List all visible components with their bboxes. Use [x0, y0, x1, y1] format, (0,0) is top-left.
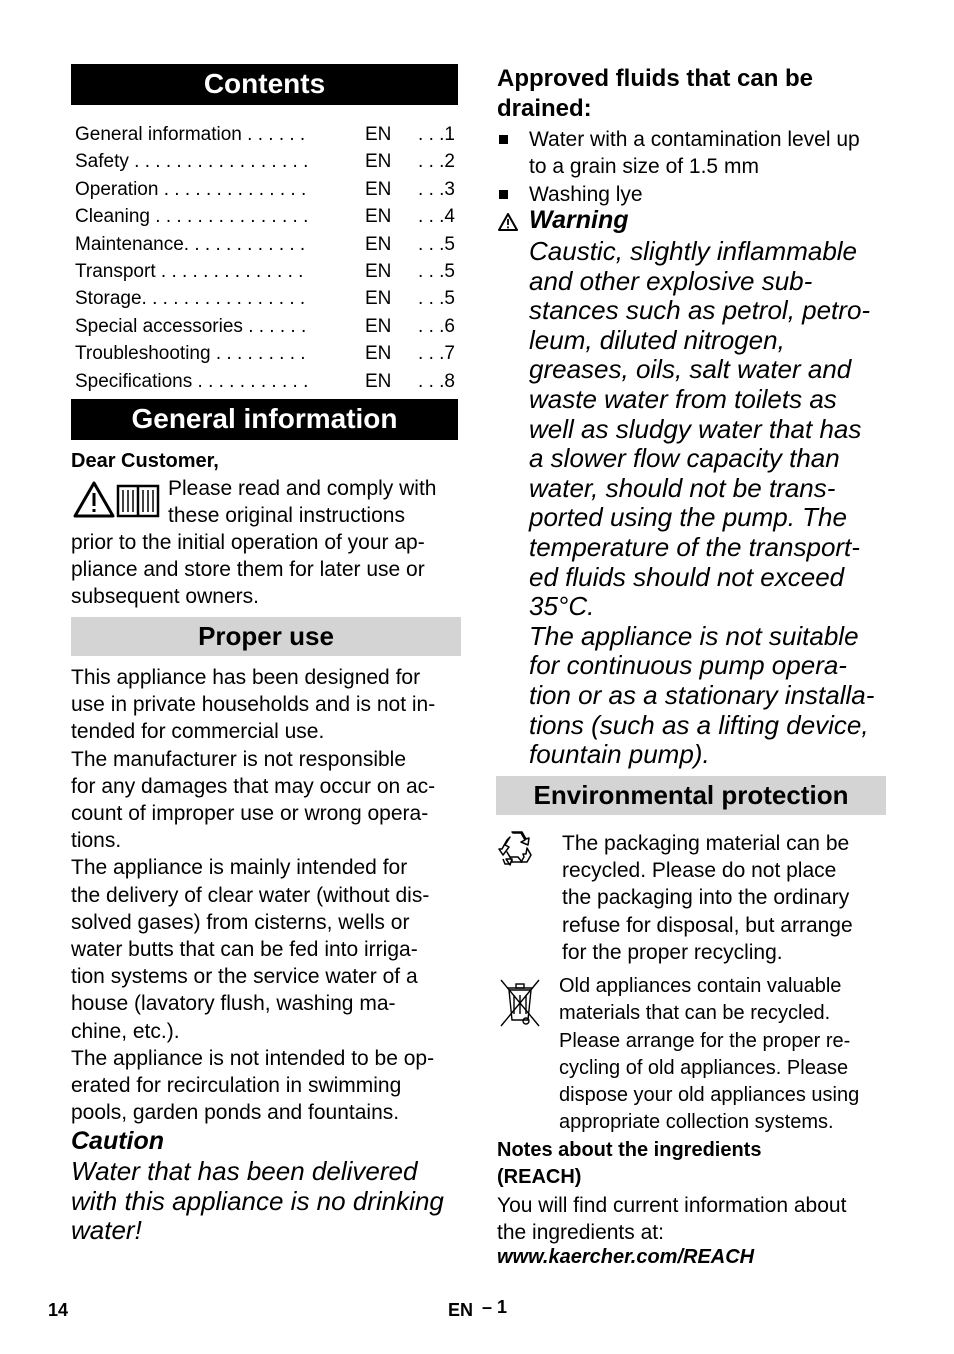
text-line: Caustic, slightly inflammable: [529, 236, 858, 266]
text-line: tion or as a stationary installa-: [529, 679, 875, 710]
toc-entry-page: . . .5: [418, 260, 455, 282]
text-line: and other explosive sub-: [529, 265, 813, 296]
proper-use-text: [71, 664, 463, 1126]
warning-text: [529, 237, 889, 770]
toc-entry-title: Specifications . . . . . . . . . . .: [75, 370, 309, 392]
text-line: cycling of old appliances. Please: [559, 1056, 849, 1079]
contents-heading: Contents: [71, 64, 458, 105]
general-information-heading: General information: [71, 399, 458, 440]
text-line: waste water from toilets as: [529, 383, 837, 414]
general-body-text: prior to the initial operation of your ap- pliance and store them for later use or subsequent owners.: [71, 531, 425, 609]
text-line: stances such as petrol, petro-: [529, 295, 871, 326]
text-line: for any damages that may occur on ac-: [71, 774, 436, 798]
toc-entry-title: Cleaning . . . . . . . . . . . . . . .: [75, 206, 309, 228]
toc-entry[interactable]: [75, 313, 455, 340]
text-line: pools, garden ponds and fountains.: [71, 1101, 400, 1125]
caution-label: Caution: [71, 1127, 165, 1155]
warning-triangle-icon: [497, 212, 519, 237]
toc-entry-page: . . .5: [418, 288, 455, 310]
toc-entry-title: Transport . . . . . . . . . . . . . .: [75, 260, 304, 282]
toc-entry[interactable]: [75, 340, 455, 367]
crossed-bin-icon: [497, 976, 543, 1035]
text-line: greases, oils, salt water and: [529, 354, 852, 385]
toc-entry-title: Special accessories . . . . . .: [75, 315, 307, 337]
reach-link[interactable]: www.kaercher.com/REACH: [497, 1246, 755, 1268]
text-line: recycled. Please do not place: [562, 859, 837, 883]
text-line: the packaging into the ordinary: [562, 886, 850, 910]
toc-entry-lang: EN: [365, 260, 392, 282]
toc-entry-lang: EN: [365, 151, 392, 173]
footer-lang-code: EN: [448, 1300, 474, 1320]
text-line: temperature of the transport-: [529, 531, 860, 562]
bullet-icon: [499, 190, 508, 199]
toc-entry-page: . . .5: [418, 233, 455, 255]
toc-entry-title: Storage. . . . . . . . . . . . . . . .: [75, 288, 306, 310]
toc-entry-page: . . .3: [418, 178, 455, 200]
toc-entry-page: . . .8: [418, 370, 455, 392]
toc-entry-page: . . .7: [418, 343, 455, 365]
toc-entry[interactable]: [75, 285, 455, 312]
text-line: well as sludgy water that has: [529, 413, 862, 444]
toc-entry-title: General information . . . . . .: [75, 124, 306, 145]
text-line: the delivery of clear water (without dis-: [71, 883, 430, 907]
text-line: erated for recirculation in swimming: [71, 1074, 402, 1098]
text-line: tions.: [71, 829, 122, 853]
text-line: The appliance is mainly intended for: [71, 856, 408, 880]
text-line: a slower flow capacity than: [529, 443, 840, 474]
packaging-text: [562, 830, 853, 966]
bullet-icon: [499, 135, 508, 144]
toc-entry[interactable]: [75, 258, 455, 285]
text-line: materials that can be recycled.: [559, 1002, 831, 1025]
toc-entry-page: . . .2: [418, 151, 455, 173]
dear-customer: Dear Customer,: [71, 450, 219, 472]
text-line: ed fluids should not exceed: [529, 561, 845, 592]
toc-entry-title: Maintenance. . . . . . . . . . . .: [75, 233, 306, 255]
toc-entry-title: Safety . . . . . . . . . . . . . . . . .: [75, 151, 309, 173]
toc-entry-page: . . .1: [418, 124, 455, 145]
bullet-item: Washing lye: [529, 183, 643, 206]
text-line: The packaging material can be: [562, 832, 850, 855]
toc-entry-lang: EN: [365, 233, 392, 255]
toc-entry-lang: EN: [365, 315, 392, 337]
text-line: 35°C.: [529, 591, 595, 622]
text-line: ported using the pump. The: [529, 502, 847, 533]
environmental-protection-heading: Environmental protection: [496, 776, 886, 815]
text-line: tions (such as a lifting device,: [529, 709, 869, 740]
toc-entry-title: Troubleshooting . . . . . . . . .: [75, 343, 306, 365]
text-line: The manufacturer is not responsible: [71, 747, 407, 771]
text-line: chine, etc.).: [71, 1019, 180, 1043]
recycling-icon: [497, 828, 539, 875]
toc-entry[interactable]: [75, 121, 455, 148]
text-line: fountain pump).: [529, 739, 710, 770]
table-of-contents: [75, 121, 455, 395]
text-line: count of improper use or wrong opera-: [71, 802, 429, 826]
toc-entry-page: . . .6: [418, 315, 455, 337]
text-line: tion systems or the service water of a: [71, 965, 418, 989]
toc-entry-lang: EN: [365, 343, 392, 365]
reach-text: You will find current information about the ingredients at:: [497, 1194, 847, 1245]
proper-use-heading: Proper use: [71, 617, 461, 656]
text-line: use in private households and is not in-: [71, 693, 436, 717]
text-line: water, should not be trans-: [529, 472, 836, 503]
toc-entry-lang: EN: [365, 206, 392, 228]
toc-entry-lang: EN: [365, 370, 392, 392]
toc-entry-lang: EN: [365, 178, 392, 200]
text-line: The appliance is not intended to be op-: [71, 1046, 435, 1070]
footer-page-marker: – 1: [482, 1297, 508, 1317]
toc-entry[interactable]: [75, 203, 455, 230]
read-instructions-icon: [73, 480, 163, 520]
reach-heading: Notes about the ingredients (REACH): [497, 1139, 762, 1188]
warning-label: Warning: [529, 206, 629, 234]
page-number: 14: [48, 1300, 69, 1320]
toc-entry[interactable]: [75, 368, 455, 395]
text-line: refuse for disposal, but arrange: [562, 913, 853, 937]
text-line: appropriate collection systems.: [559, 1111, 834, 1134]
caution-text: Water that has been delivered with this appliance is no drinking water!: [71, 1156, 444, 1246]
text-line: solved gases) from cisterns, wells or: [71, 910, 410, 934]
text-line: water butts that can be fed into irriga-: [71, 938, 418, 962]
toc-entry[interactable]: [75, 231, 455, 258]
toc-entry-title: Operation . . . . . . . . . . . . . .: [75, 178, 307, 200]
text-line: dispose your old appliances using: [559, 1084, 860, 1107]
text-line: for continuous pump opera-: [529, 650, 847, 681]
text-line: Please arrange for the proper re-: [559, 1029, 851, 1052]
bullet-item: Water with a contamination level up to a grain size of 1.5 mm: [529, 128, 860, 179]
text-line: for the proper recycling.: [562, 940, 783, 964]
text-line: The appliance is not suitable: [529, 620, 859, 651]
text-line: Old appliances contain valuable: [559, 975, 842, 997]
text-line: house (lavatory flush, washing ma-: [71, 992, 396, 1016]
old-appliances-text: [559, 973, 859, 1137]
toc-entry-page: . . .4: [418, 206, 455, 228]
toc-entry-lang: EN: [365, 124, 392, 145]
text-line: tended for commercial use.: [71, 720, 325, 744]
toc-entry[interactable]: [75, 176, 455, 203]
toc-entry-lang: EN: [365, 288, 392, 310]
intro-text: Please read and comply with these original instructions: [168, 477, 437, 528]
toc-entry[interactable]: [75, 148, 455, 175]
approved-fluids-heading: Approved fluids that can be drained:: [497, 65, 814, 122]
text-line: This appliance has been designed for: [71, 666, 421, 689]
text-line: leum, diluted nitrogen,: [529, 324, 785, 355]
